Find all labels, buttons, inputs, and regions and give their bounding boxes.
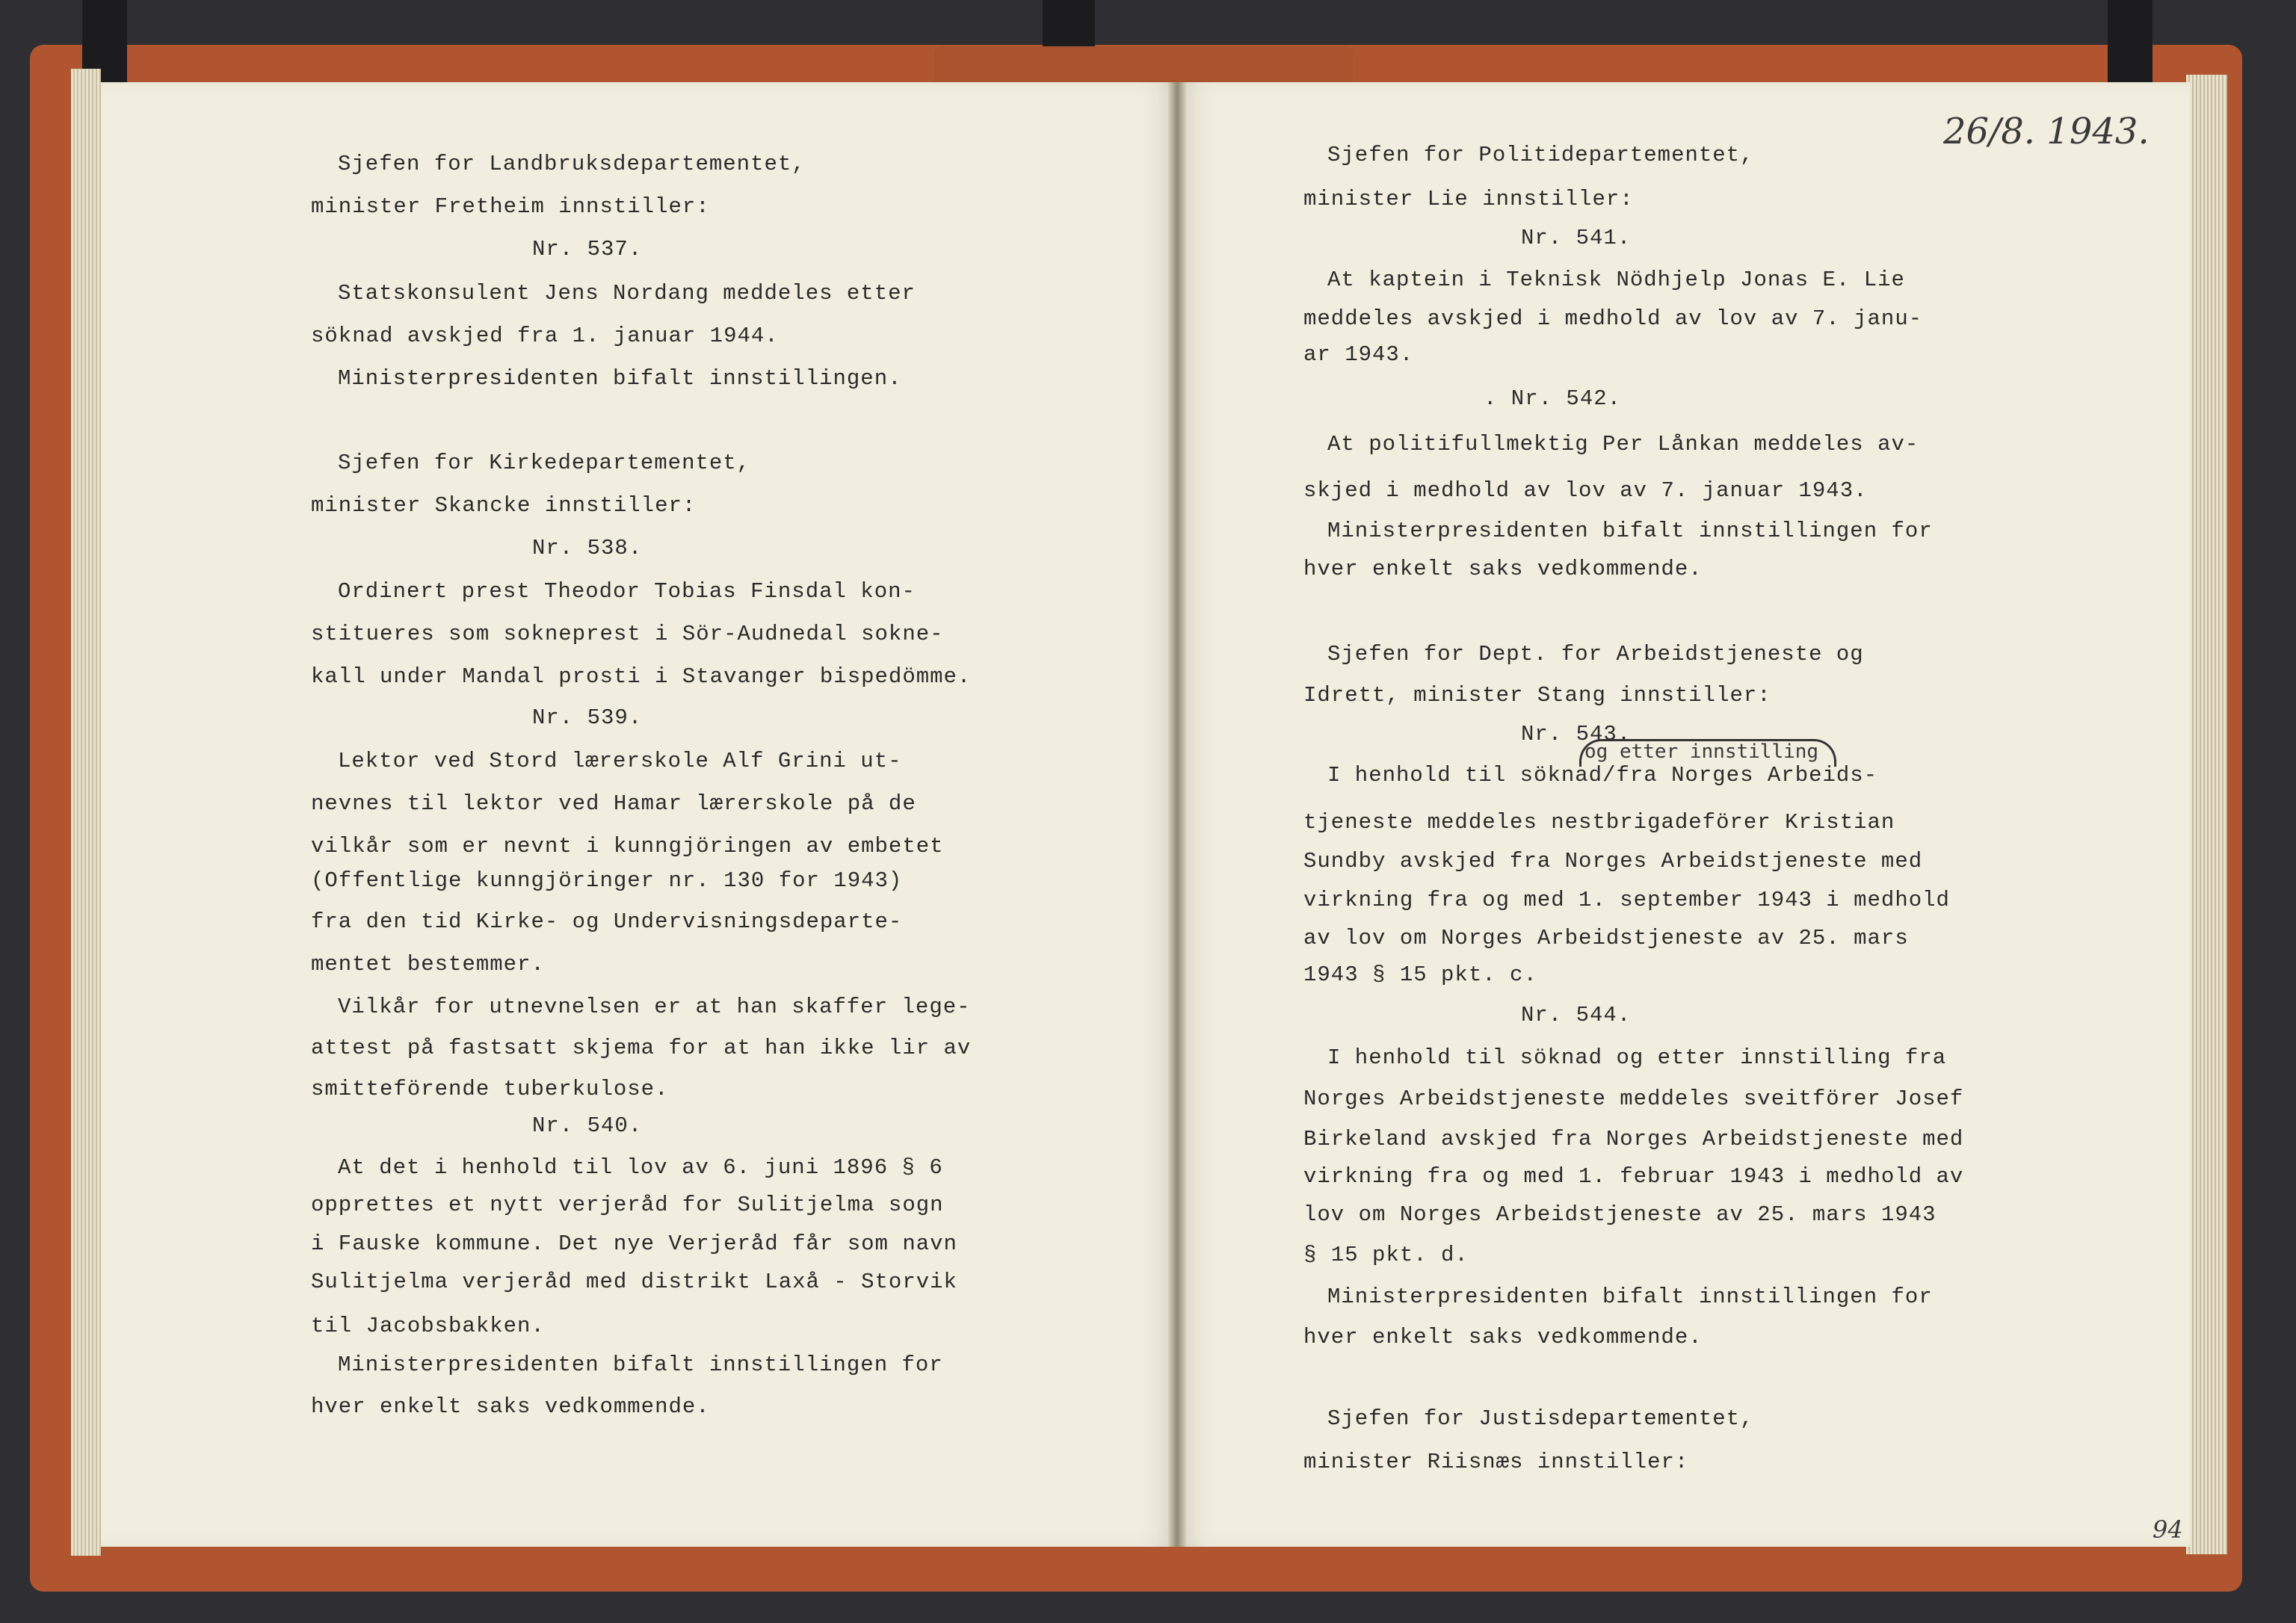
- right-line: minister Lie innstiller:: [1303, 187, 1634, 211]
- left-line: stitueres som sokneprest i Sör-Audnedal sokne-: [311, 622, 944, 646]
- left-line: Nr. 539.: [532, 705, 643, 730]
- left-line: Ministerpresidenten bifalt innstillingen.: [338, 366, 902, 391]
- left-line: söknad avskjed fra 1. januar 1944.: [311, 324, 779, 348]
- left-line: opprettes et nytt verjeråd for Sulitjelma sogn: [311, 1193, 944, 1217]
- right-line: Birkeland avskjed fra Norges Arbeidstjeneste med: [1303, 1127, 1964, 1151]
- left-line: Lektor ved Stord lærerskole Alf Grini ut-: [338, 749, 902, 773]
- right-line: minister Riisnæs innstiller:: [1303, 1450, 1689, 1474]
- left-line: Sjefen for Landbruksdepartementet,: [338, 152, 806, 176]
- left-line: (Offentlige kunngjöringer nr. 130 for 1943): [311, 868, 903, 893]
- left-line: Vilkår for utnevnelsen er at han skaffer lege-: [338, 995, 971, 1019]
- right-line: At kaptein i Teknisk Nödhjelp Jonas E. Lie: [1327, 268, 1905, 292]
- right-line: I henhold til söknad/fra Norges Arbeids-: [1327, 763, 1878, 788]
- right-line: tjeneste meddeles nestbrigadeförer Kristian: [1303, 810, 1895, 835]
- right-line: ar 1943.: [1303, 342, 1414, 367]
- left-line: nevnes til lektor ved Hamar lærerskole på de: [311, 791, 916, 816]
- right-line: av lov om Norges Arbeidstjeneste av 25. mars: [1303, 926, 1909, 950]
- left-line: hver enkelt saks vedkommende.: [311, 1394, 710, 1419]
- left-line: Sjefen for Kirkedepartementet,: [338, 451, 751, 475]
- left-line: smitteförende tuberkulose.: [311, 1077, 669, 1101]
- left-line: attest på fastsatt skjema for at han ikke lir av: [311, 1036, 972, 1060]
- left-line: Ordinert prest Theodor Tobias Finsdal kon-: [338, 579, 916, 604]
- right-line: Idrett, minister Stang innstiller:: [1303, 683, 1771, 708]
- right-line: Ministerpresidenten bifalt innstillingen for: [1327, 519, 1933, 543]
- left-line: mentet bestemmer.: [311, 952, 545, 977]
- right-line: skjed i medhold av lov av 7. januar 1943.: [1303, 478, 1868, 503]
- right-line: hver enkelt saks vedkommende.: [1303, 557, 1703, 581]
- left-line: Nr. 537.: [532, 237, 643, 262]
- right-line: Sjefen for Dept. for Arbeidstjeneste og: [1327, 642, 1864, 667]
- right-line: Sjefen for Politidepartementet,: [1327, 143, 1754, 167]
- book-gutter: [1168, 82, 1186, 1547]
- left-line: Ministerpresidenten bifalt innstillingen for: [338, 1352, 943, 1377]
- handwritten-date: 26/8. 1943.: [1943, 111, 2150, 152]
- right-line: I henhold til söknad og etter innstilling fra: [1327, 1045, 1947, 1070]
- left-line: minister Fretheim innstiller:: [311, 194, 710, 219]
- right-line: virkning fra og med 1. september 1943 i medhold: [1303, 888, 1950, 912]
- right-line: At politifullmektig Per Lånkan meddeles av-: [1327, 432, 1919, 457]
- left-line: Nr. 538.: [532, 536, 643, 560]
- left-line: minister Skancke innstiller:: [311, 493, 697, 518]
- right-line: Nr. 544.: [1521, 1003, 1632, 1027]
- right-line: Sjefen for Justisdepartementet,: [1327, 1406, 1754, 1431]
- left-line: fra den tid Kirke- og Undervisningsdeparte-: [311, 909, 903, 934]
- right-line: Nr. 541.: [1521, 226, 1632, 250]
- right-line: . Nr. 542.: [1484, 386, 1622, 411]
- right-line: § 15 pkt. d.: [1303, 1243, 1469, 1267]
- right-line: meddeles avskjed i medhold av lov av 7. janu-: [1303, 306, 1923, 331]
- right-line: virkning fra og med 1. februar 1943 i medhold av: [1303, 1164, 1964, 1189]
- right-line: lov om Norges Arbeidstjeneste av 25. mars 1943: [1303, 1202, 1937, 1227]
- left-line: til Jacobsbakken.: [311, 1314, 545, 1338]
- right-line: hver enkelt saks vedkommende.: [1303, 1325, 1703, 1350]
- left-line: Nr. 540.: [532, 1113, 643, 1138]
- right-line: Nr. 543.: [1521, 722, 1632, 746]
- page-stack-right: [2186, 75, 2227, 1554]
- right-line: Sundby avskjed fra Norges Arbeidstjeneste med: [1303, 849, 1923, 874]
- right-line: 1943 § 15 pkt. c.: [1303, 962, 1537, 987]
- left-line: i Fauske kommune. Det nye Verjeråd får som navn: [311, 1231, 957, 1256]
- left-line: Sulitjelma verjeråd med distrikt Laxå - Storvik: [311, 1270, 957, 1294]
- page-number: 94: [2152, 1515, 2183, 1544]
- insertion-note: og etter innstilling: [1584, 741, 1819, 763]
- left-line: vilkår som er nevnt i kunngjöringen av embetet: [311, 834, 944, 859]
- page-stack-left: [71, 69, 101, 1556]
- right-line: Ministerpresidenten bifalt innstillingen for: [1327, 1285, 1933, 1309]
- binding-strap-right: [2108, 0, 2152, 82]
- left-line: At det i henhold til lov av 6. juni 1896 § 6: [338, 1155, 943, 1180]
- right-line: Norges Arbeidstjeneste meddeles sveitförer Josef: [1303, 1086, 1964, 1111]
- left-line: kall under Mandal prosti i Stavanger bispedömme.: [311, 664, 972, 689]
- left-line: Statskonsulent Jens Nordang meddeles etter: [338, 281, 916, 306]
